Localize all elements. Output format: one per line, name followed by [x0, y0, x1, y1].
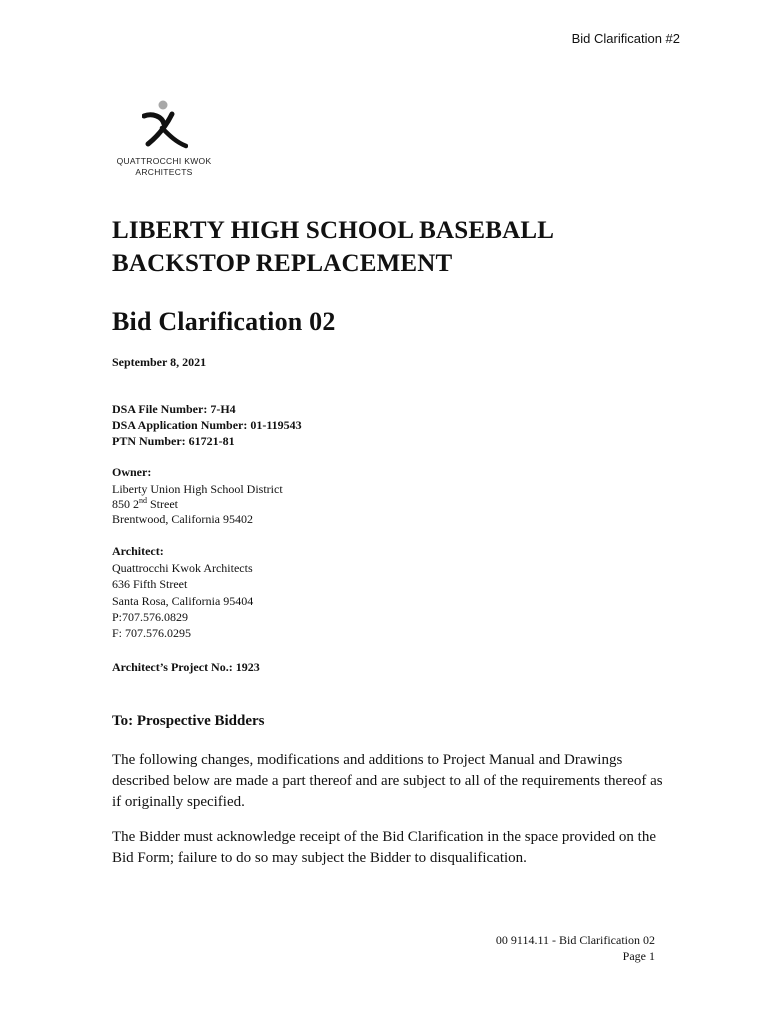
owner-street-number: 850 2: [112, 497, 139, 511]
architect-city: Santa Rosa, California 95404: [112, 593, 254, 608]
owner-address: [112, 482, 283, 527]
owner-label: Owner:: [112, 465, 152, 479]
owner-street-suffix: nd: [139, 496, 147, 505]
owner-city: Brentwood, California 95402: [112, 512, 253, 526]
owner-street: [112, 497, 283, 512]
footer-section: 00 9114.11 - Bid Clarification 02: [495, 933, 655, 947]
logo-head: [159, 101, 168, 110]
document-date: September 8, 2021: [112, 355, 207, 369]
architect-project-number: Architect’s Project No.: 1923: [112, 660, 260, 674]
page-title: [112, 214, 554, 280]
header-label: Bid Clarification #2: [571, 31, 680, 46]
recipient-heading: To: Prospective Bidders: [112, 713, 265, 729]
architect-name: Quattrocchi Kwok Architects: [112, 561, 253, 575]
logo-text-line2: ARCHITECTS: [135, 167, 193, 177]
dsa-application-number: DSA Application Number: 01-119543: [112, 418, 302, 432]
logo-text-line1: QUATTROCCHI KWOK: [116, 156, 212, 166]
page-footer: [496, 932, 655, 964]
owner-street-name: Street: [147, 497, 178, 511]
title-line2: BACKSTOP REPLACEMENT: [112, 250, 453, 277]
dsa-info: [112, 401, 302, 449]
dsa-file-number: DSA File Number: 7-H4: [112, 402, 236, 416]
company-logo: [114, 100, 224, 178]
logo-stroke-arm: [144, 115, 164, 124]
owner-name: Liberty Union High School District: [112, 482, 283, 496]
paragraph-changes: The following changes, modifications and additions to Project Manual and Drawings described below are made a part thereof and are subject to all of the requirements thereof as if originally specified.: [112, 752, 663, 810]
logo-stroke-leg: [162, 128, 186, 146]
title-line1: LIBERTY HIGH SCHOOL BASEBALL: [112, 217, 555, 244]
architect-phone: P:707.576.0829: [112, 609, 189, 624]
architect-address: [112, 560, 253, 641]
paragraph-acknowledge: The Bidder must acknowledge receipt of the Bid Clarification in the space provided on the Bid Form; failure to do so may subject the Bidder to disqualification.: [112, 829, 656, 866]
architect-label: Architect:: [112, 544, 164, 558]
architect-fax: F: 707.576.0295: [112, 626, 192, 641]
logo-mark-icon: [142, 100, 188, 152]
architect-street: 636 Fifth Street: [112, 577, 188, 592]
document-subtitle: Bid Clarification 02: [112, 307, 336, 336]
footer-page-number: Page 1: [622, 949, 655, 963]
ptn-number: PTN Number: 61721-81: [112, 434, 235, 448]
